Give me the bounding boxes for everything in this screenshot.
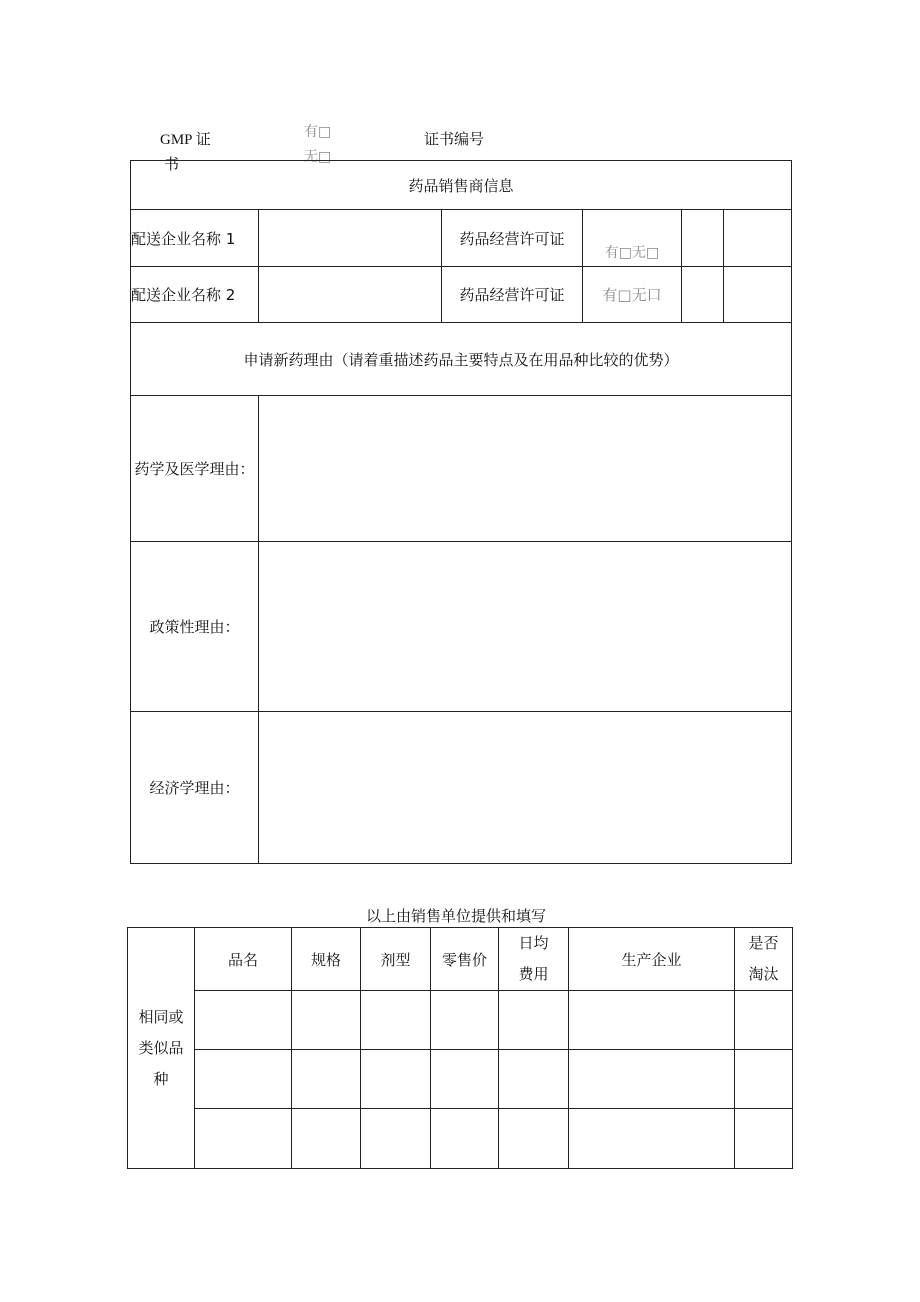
- gmp-none-checkbox[interactable]: 无□: [304, 149, 332, 165]
- cell-r1-maker[interactable]: [569, 991, 735, 1050]
- cell-r1-cost[interactable]: [499, 991, 569, 1050]
- col-manufacturer: 生产企业: [569, 928, 735, 991]
- distributor-info-title: 药品销售商信息: [131, 161, 792, 210]
- similar-products-row-header: 相同或 类似品 种: [128, 928, 195, 1169]
- col-dosage-form: 剂型: [361, 928, 431, 991]
- col-discontinued: 是否 淘汰: [735, 928, 793, 991]
- license-2-extra[interactable]: [682, 267, 724, 323]
- col-daily-cost: 日均 费用: [499, 928, 569, 991]
- license-2-label: 药品经营许可证: [442, 267, 583, 323]
- cell-r2-form[interactable]: [361, 1050, 431, 1109]
- cell-r3-price[interactable]: [431, 1109, 499, 1169]
- cell-r2-spec[interactable]: [292, 1050, 361, 1109]
- cell-r1-name[interactable]: [195, 991, 292, 1050]
- cell-r3-maker[interactable]: [569, 1109, 735, 1169]
- cell-r2-price[interactable]: [431, 1050, 499, 1109]
- cell-r3-cost[interactable]: [499, 1109, 569, 1169]
- table-row: [131, 267, 792, 323]
- cell-r1-form[interactable]: [361, 991, 431, 1050]
- pharma-reason-field[interactable]: [259, 396, 792, 542]
- cell-r1-price[interactable]: [431, 991, 499, 1050]
- company-2-field[interactable]: [259, 267, 442, 323]
- license-1-extra[interactable]: [682, 210, 724, 267]
- cell-r2-cost[interactable]: [499, 1050, 569, 1109]
- cert-number-label: 证书编号: [424, 130, 485, 148]
- policy-reason-label: 政策性理由：: [131, 542, 259, 712]
- col-product-name: 品名: [195, 928, 292, 991]
- table-row: [128, 1109, 793, 1169]
- cell-r1-spec[interactable]: [292, 991, 361, 1050]
- license-1-extra-2[interactable]: [724, 210, 792, 267]
- license-1-label: 药品经营许可证: [442, 210, 583, 267]
- company-2-label: 配送企业名称 2: [131, 267, 259, 323]
- economic-reason-field[interactable]: [259, 712, 792, 864]
- policy-reason-field[interactable]: [259, 542, 792, 712]
- table-row: [131, 210, 792, 267]
- gmp-has-checkbox[interactable]: 有□: [304, 124, 332, 140]
- company-1-label: 配送企业名称 1: [131, 210, 259, 267]
- col-retail-price: 零售价: [431, 928, 499, 991]
- gmp-label: GMP 证: [160, 132, 211, 148]
- cell-r2-maker[interactable]: [569, 1050, 735, 1109]
- table-row: [131, 712, 792, 864]
- cell-r3-form[interactable]: [361, 1109, 431, 1169]
- cell-r1-disc[interactable]: [735, 991, 793, 1050]
- table-row: [128, 1050, 793, 1109]
- cell-r3-name[interactable]: [195, 1109, 292, 1169]
- table-row: [131, 396, 792, 542]
- company-1-field[interactable]: [259, 210, 442, 267]
- similar-products-table: [127, 927, 793, 1169]
- economic-reason-label: 经济学理由：: [131, 712, 259, 864]
- table-header-row: [128, 928, 793, 991]
- cell-r2-disc[interactable]: [735, 1050, 793, 1109]
- license-2-extra-2[interactable]: [724, 267, 792, 323]
- cell-r3-disc[interactable]: [735, 1109, 793, 1169]
- pharma-reason-label: 药学及医学理由：: [131, 396, 259, 542]
- license-1-options[interactable]: 有□无□: [583, 210, 682, 267]
- table-row: [128, 991, 793, 1050]
- gmp-label-cont: 书: [164, 155, 180, 173]
- table-row: [131, 542, 792, 712]
- reason-title: 申请新药理由（请着重描述药品主要特点及在用品种比较的优势）: [131, 323, 792, 396]
- cell-r3-spec[interactable]: [292, 1109, 361, 1169]
- cell-r2-name[interactable]: [195, 1050, 292, 1109]
- distributor-table: [130, 160, 792, 864]
- footer-note: 以上由销售单位提供和填写: [366, 907, 547, 925]
- license-2-options[interactable]: 有□无口: [583, 267, 682, 323]
- col-spec: 规格: [292, 928, 361, 991]
